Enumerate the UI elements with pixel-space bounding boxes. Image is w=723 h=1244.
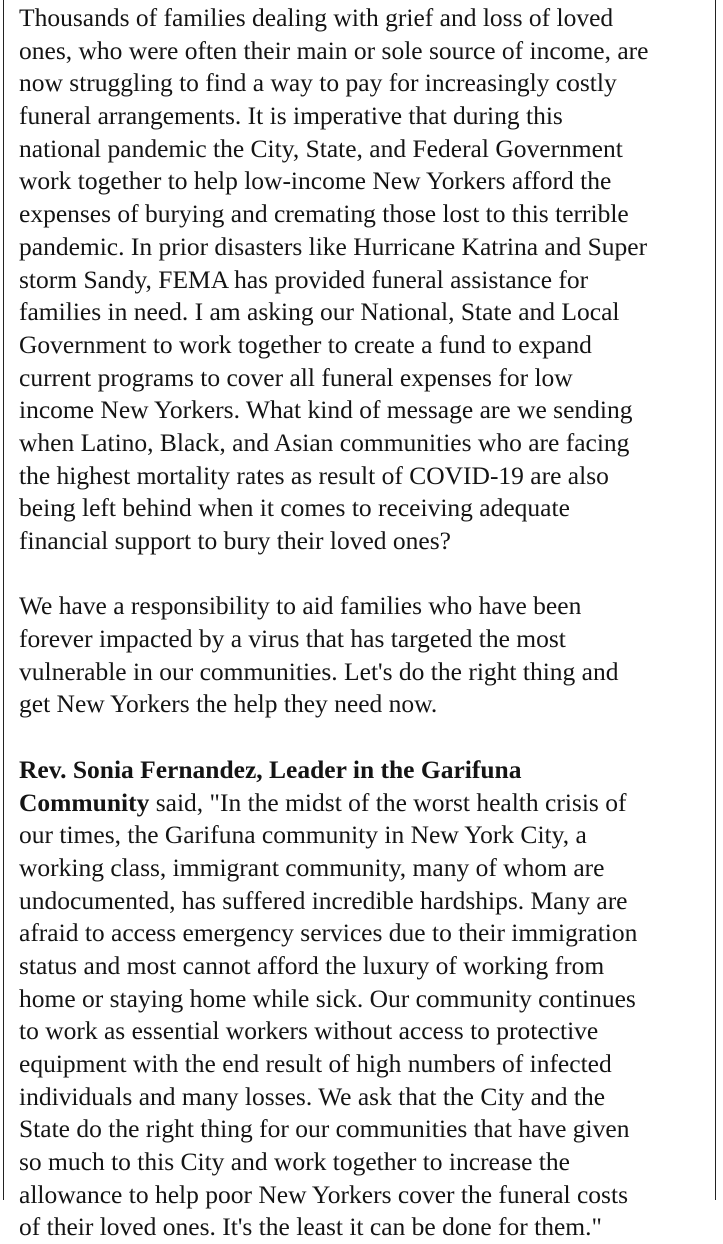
text-line: financial support to bury their loved ones? xyxy=(19,526,451,555)
text-line: our times, the Garifuna community in New York City, a xyxy=(19,820,587,850)
text-line: forever impacted by a virus that has targeted the most xyxy=(19,624,566,654)
quote-opening: said, "In the midst of the worst health crisis of xyxy=(149,787,627,817)
text-line: home or staying home while sick. Our community continues xyxy=(19,983,636,1013)
text-line: national pandemic the City, State, and Federal Government xyxy=(19,133,623,163)
text-line: working class, immigrant community, many of whom are xyxy=(19,852,605,882)
text-line: of their loved ones. It's the least it can be done for them." xyxy=(19,1212,602,1242)
text-line: now struggling to find a way to pay for increasingly costly xyxy=(19,68,617,98)
text-line: Government to work together to create a fund to expand xyxy=(19,329,592,359)
text-line: ones, who were often their main or sole source of income, are xyxy=(19,35,649,65)
text-line: Thousands of families dealing with grief and loss of loved xyxy=(19,3,614,32)
text-line: pandemic. In prior disasters like Hurricane Katrina and Super xyxy=(19,231,648,261)
text-line: allowance to help poor New Yorkers cover the funeral costs xyxy=(19,1179,628,1209)
text-line: the highest mortality rates as result of COVID-19 are also xyxy=(19,460,609,490)
speaker-community: Community xyxy=(19,787,150,817)
speaker-name-line: Rev. Sonia Fernandez, Leader in the Garifuna xyxy=(19,754,522,784)
text-line: State do the right thing for our communities that have given xyxy=(19,1114,630,1144)
text-line: undocumented, has suffered incredible hardships. Many are xyxy=(19,885,628,915)
paragraph-funeral-assistance xyxy=(19,2,719,558)
document-text xyxy=(19,2,719,1244)
paragraph-garifuna-quote xyxy=(19,754,719,1244)
text-line: storm Sandy, FEMA has provided funeral assistance for xyxy=(19,264,589,294)
text-line: get New Yorkers the help they need now. xyxy=(19,689,438,719)
text-line: individuals and many losses. We ask that the City and the xyxy=(19,1081,606,1111)
text-line: work together to help low-income New Yorkers afford the xyxy=(19,166,612,196)
text-line: We have a responsibility to aid families who have been xyxy=(19,591,582,621)
text-line: afraid to access emergency services due to their immigration xyxy=(19,918,638,948)
text-line: income New Yorkers. What kind of message are we sending xyxy=(19,395,633,425)
text-line: equipment with the end result of high numbers of infected xyxy=(19,1049,612,1078)
left-border-rule xyxy=(3,0,4,1200)
text-line: expenses of burying and cremating those lost to this terrible xyxy=(19,199,629,229)
text-line: to work as essential workers without access to protective xyxy=(19,1016,599,1046)
text-line: families in need. I am asking our National, State and Local xyxy=(19,297,620,327)
text-line xyxy=(19,787,719,820)
text-line: so much to this City and work together to increase the xyxy=(19,1147,570,1177)
text-line: when Latino, Black, and Asian communities who are facing xyxy=(19,427,630,457)
text-line: current programs to cover all funeral expenses for low xyxy=(19,362,573,392)
text-line: status and most cannot afford the luxury of working from xyxy=(19,950,605,980)
text-line: funeral arrangements. It is imperative that during this xyxy=(19,101,563,131)
paragraph-spacer xyxy=(19,558,719,591)
paragraph-spacer xyxy=(19,721,719,754)
paragraph-responsibility xyxy=(19,590,719,721)
text-line: being left behind when it comes to receiving adequate xyxy=(19,493,570,523)
text-line: vulnerable in our communities. Let's do the right thing and xyxy=(19,656,619,686)
